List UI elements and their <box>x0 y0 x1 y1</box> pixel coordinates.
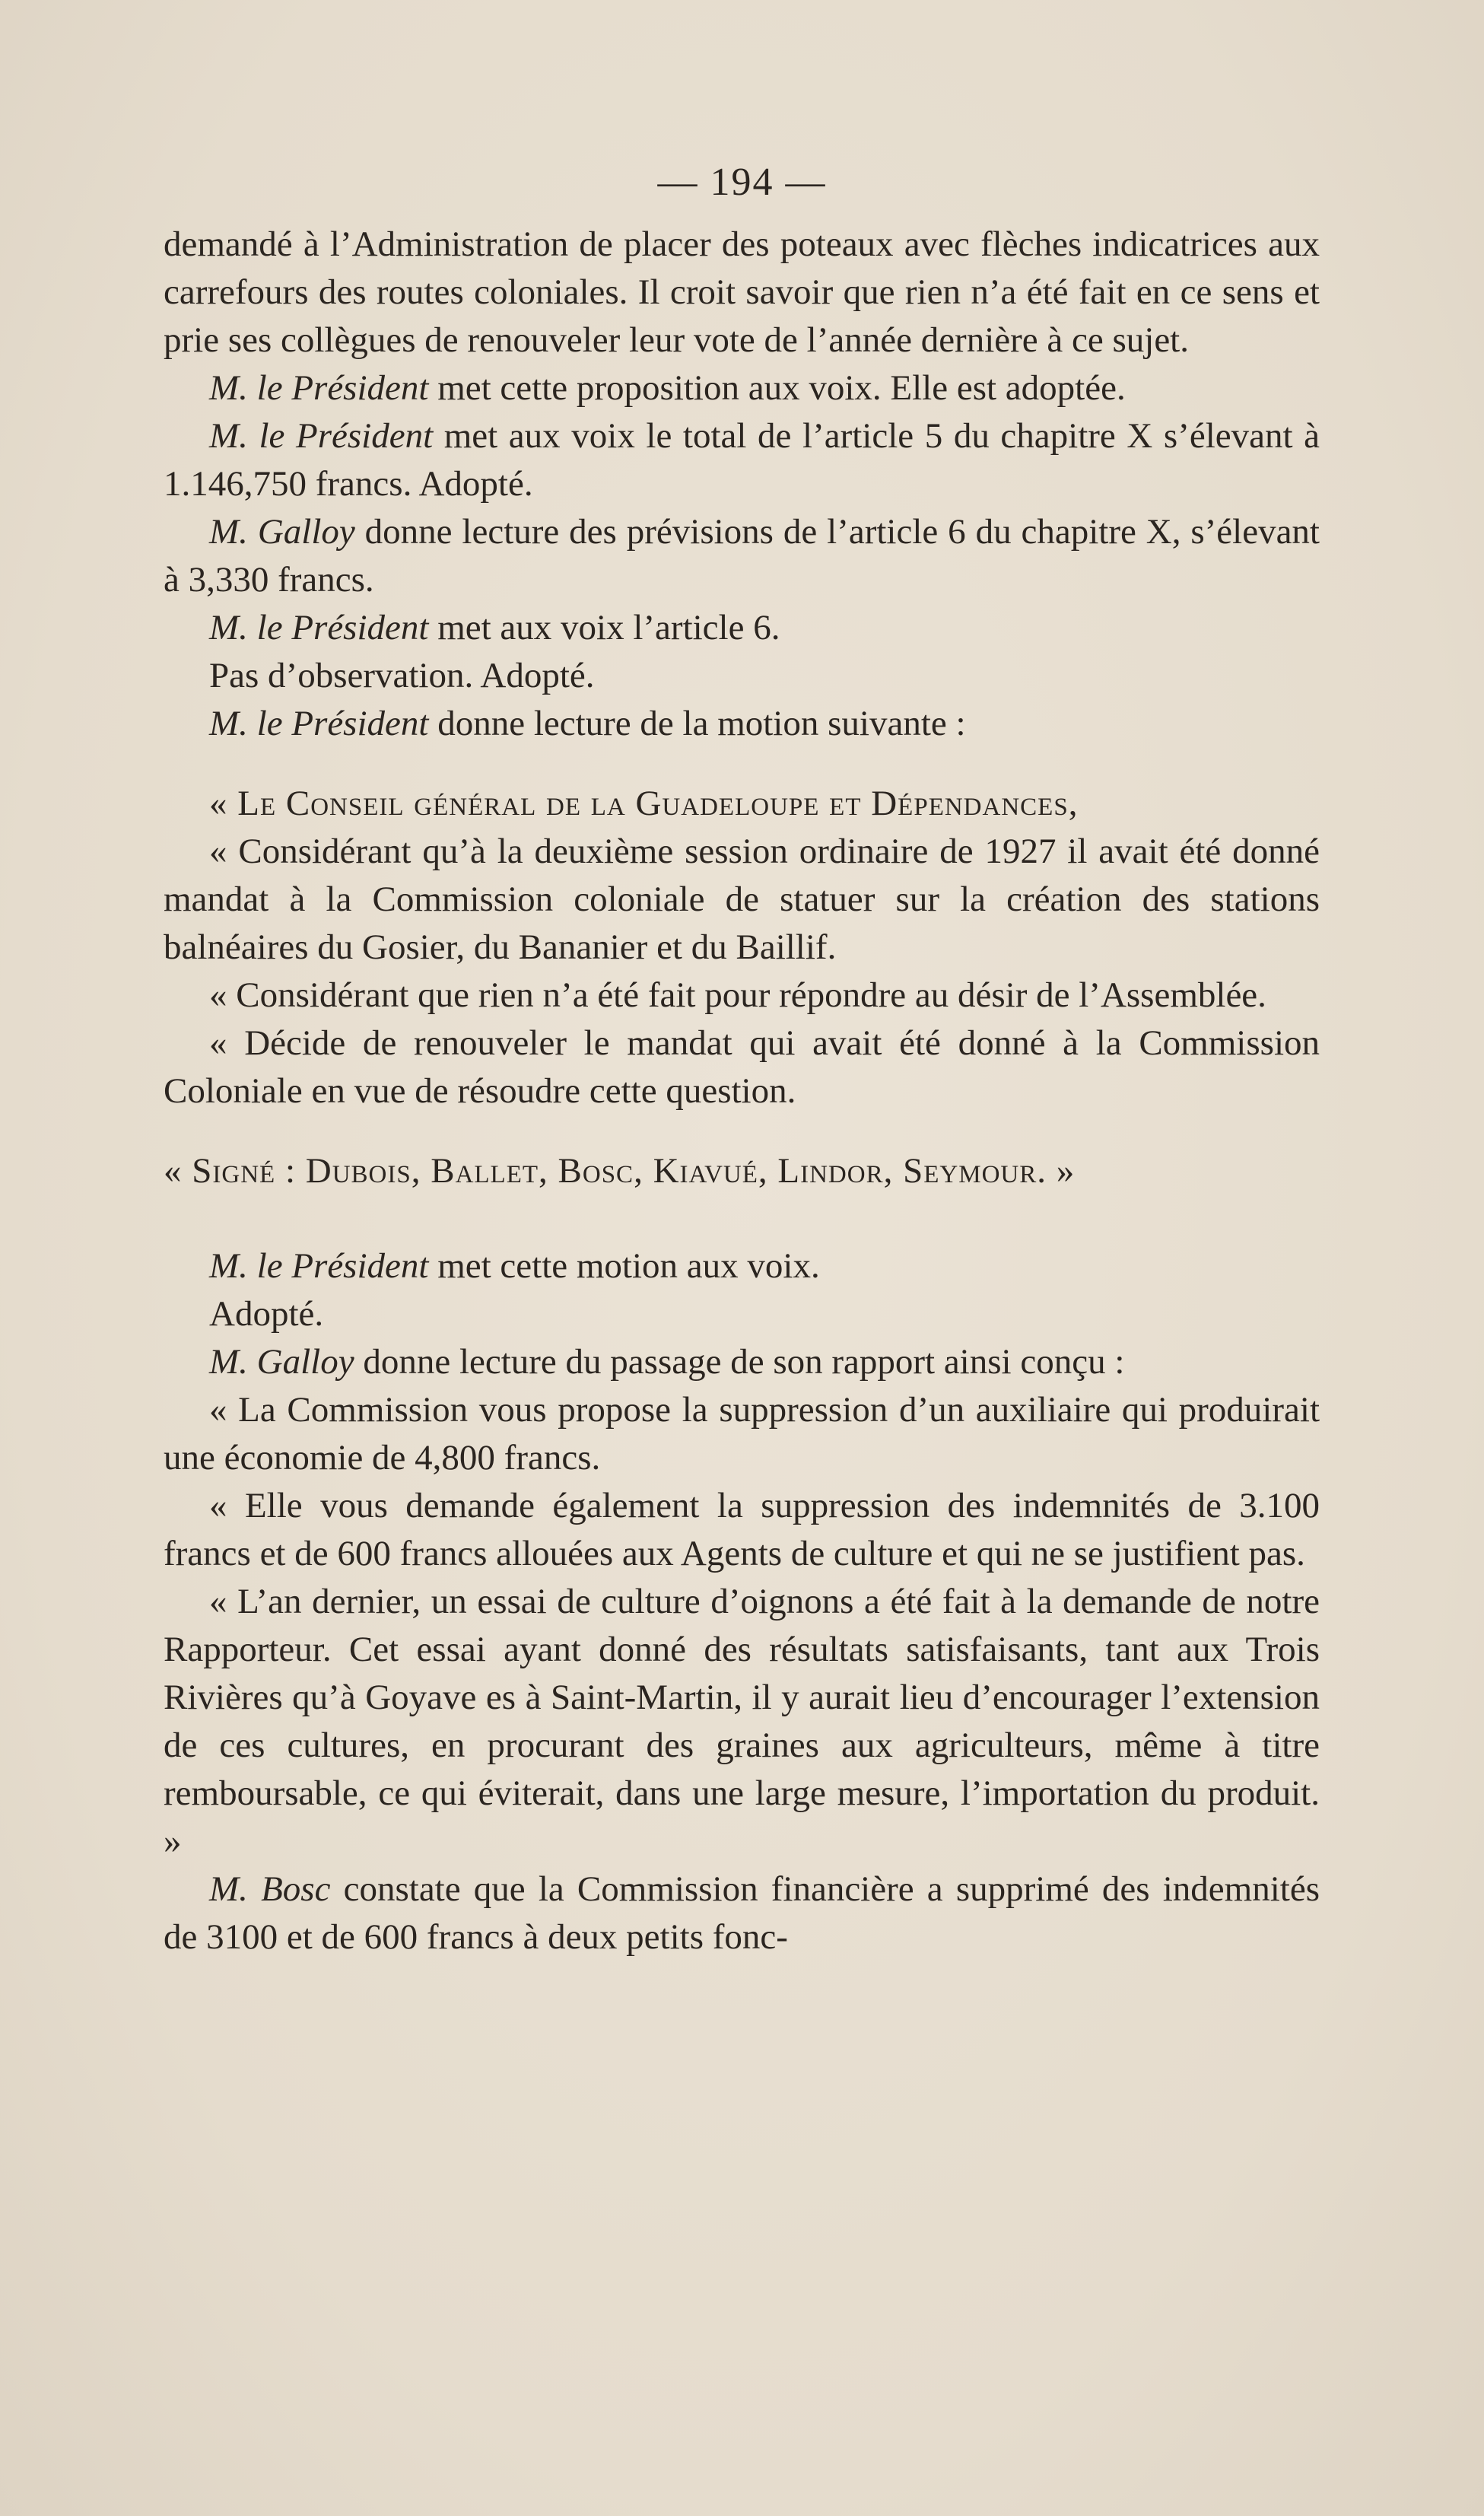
motion-paragraph: « Décide de renouveler le mandat qui avait été donné à la Commission Coloniale en vue de résoudre cette question. <box>164 1023 1320 1111</box>
speaker: M. le Président <box>209 704 429 743</box>
speaker: M. Galloy <box>209 1342 354 1382</box>
speaker: M. Bosc <box>209 1869 331 1909</box>
signature-line: « Signé : Dubois, Ballet, Bosc, Kiavué, Lindor, Seymour. » <box>164 1151 1076 1191</box>
paragraph: M. le Président met cette motion aux voix. <box>209 1246 820 1286</box>
paragraph: « Elle vous demande également la suppression des indemnités de 3.100 francs et de 600 francs allouées aux Agents de culture et qui ne se justifient pas. <box>164 1486 1320 1573</box>
speaker: M. le Président <box>209 368 429 408</box>
paragraph: « L’an dernier, un essai de culture d’oignons a été fait à la demande de notre Rapporteur. Cet essai ayant donné des résultats satisfaisants, tant aux Trois Rivières qu’à Goyave es à Saint-Martin, il y aurait lieu d’encourager l’extension de ces cultures, en procurant des graines aux agriculteurs, même à titre remboursable, ce qui éviterait, dans une large mesure, l’importation du produit. » <box>164 1582 1320 1861</box>
speaker: M. Galloy <box>209 512 355 552</box>
paragraph: « La Commission vous propose la suppression d’un auxiliaire qui produirait une économie de 4,800 francs. <box>164 1390 1320 1477</box>
paragraph: Adopté. <box>209 1294 324 1334</box>
speaker: M. le Président <box>209 608 429 647</box>
speaker: M. le Président <box>209 416 434 456</box>
paragraph: M. Galloy donne lecture des prévisions de l’article 6 du chapitre X, s’élevant à 3,330 francs. <box>164 512 1320 600</box>
motion-paragraph: « Considérant qu’à la deuxième session ordinaire de 1927 il avait été donné mandat à la Commission coloniale de statuer sur la création des stations balnéaires du Gosier, du Bananier et du Baillif. <box>164 832 1320 967</box>
paragraph: M. le Président met aux voix le total de l’article 5 du chapitre X s’élevant à 1.146,750 francs. Adopté. <box>164 416 1320 504</box>
paragraph: M. Bosc constate que la Commission financière a supprimé des indemnités de 3100 et de 600 francs à deux petits fonc- <box>164 1869 1320 1957</box>
speaker: M. le Président <box>209 1246 429 1286</box>
paragraph: M. le Président donne lecture de la motion suivante : <box>209 704 966 743</box>
paragraph: M. Galloy donne lecture du passage de son rapport ainsi conçu : <box>209 1342 1125 1382</box>
paragraph: Pas d’observation. Adopté. <box>209 656 595 695</box>
paragraph: demandé à l’Administration de placer des poteaux avec flèches indicatrices aux carrefours des routes coloniales. Il croit savoir que rien n’a été fait en ce sens et prie ses collègues de renouveler leur vote de l’année dernière à ce sujet. <box>164 224 1320 360</box>
paragraph: M. le Président met aux voix l’article 6. <box>209 608 780 647</box>
motion-paragraph: « Considérant que rien n’a été fait pour répondre au désir de l’Assemblée. <box>209 975 1266 1015</box>
motion-header: « Le Conseil général de la Guadeloupe et Dépendances, <box>209 784 1079 823</box>
body-text <box>164 221 1320 1961</box>
paragraph: M. le Président met cette proposition aux voix. Elle est adoptée. <box>209 368 1126 408</box>
page-number: — 194 — <box>657 161 827 204</box>
